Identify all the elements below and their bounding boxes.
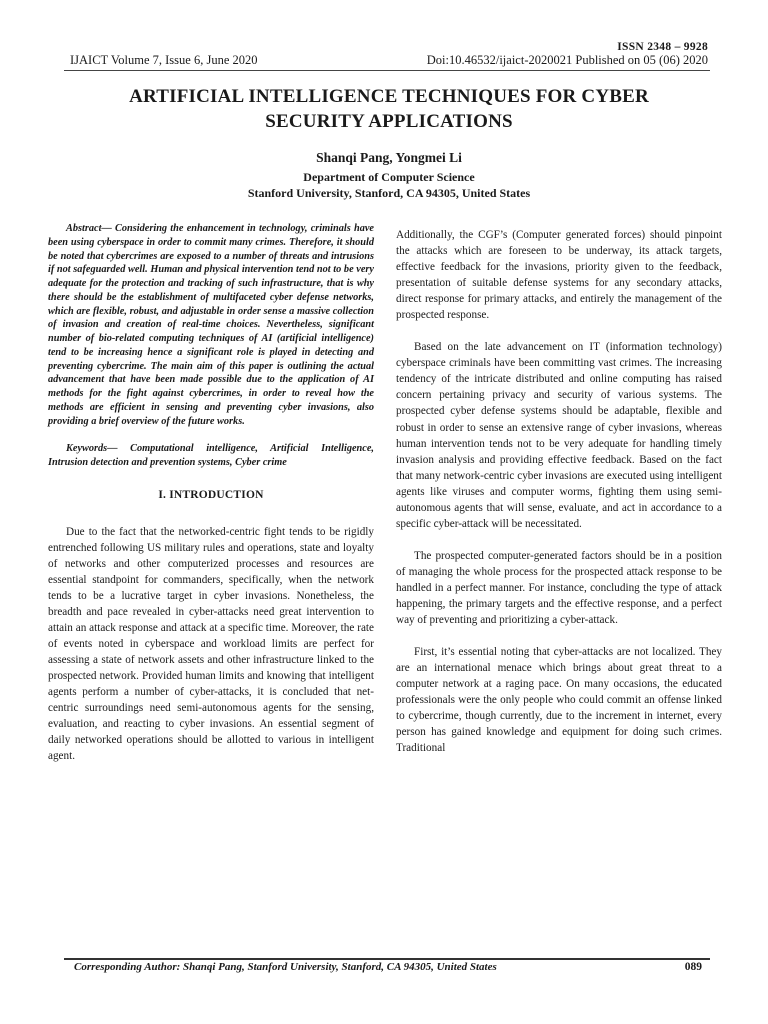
body-paragraph-computer-generated-factors: The prospected computer-generated factors should be in a position of managing the whole process for the prospected attack response to be handled in a perfect manner. For instance, concluding the type of attack happening, the primary targets and the effective response, and a perfect way of preventing and prioritizing a cyber-attack. [396, 549, 722, 627]
page-number: 089 [684, 961, 702, 973]
abstract [48, 222, 374, 428]
corresponding-author: Corresponding Author: Shanqi Pang, Stanford University, Stanford, CA 94305, United States [74, 961, 497, 973]
keywords [48, 442, 374, 470]
left-column [48, 222, 374, 765]
doi-info: Doi:10.46532/ijaict-2020021 Published on 05 (06) 2020 [426, 53, 708, 67]
paper-title [70, 84, 708, 134]
abstract-label: Abstract— [66, 223, 112, 234]
title-line-1: ARTIFICIAL INTELLIGENCE TECHNIQUES FOR CYBER [129, 86, 649, 107]
body-paragraph-it-advancement: Based on the late advancement on IT (information technology) cyberspace criminals have been committing vast crimes. The increasing tendency of the intricate distributed and online computing has raised concern pertaining privacy and security of various systems. The prospected cyber defense systems should be adaptable, flexible and robust in order to sense an extensive range of cyber invasions, whereas human intervention tends not to be very adequate for handling timely invasion analysis and providing effective feedback. Based on the fact that many network-centric cyber invasions are executed using intelligent agents like viruses and computer worms, fighting them using semi-autonomous agents that will sense, evaluate, and act in accordance to a specific cyber-attack will be necessitated. [396, 341, 722, 530]
header-divider [64, 70, 710, 71]
journal-info: IJAICT Volume 7, Issue 6, June 2020 [70, 53, 258, 67]
keywords-text: Computational intelligence, Artificial Intelligence, Intrusion detection and prevention systems, Cyber crime [48, 443, 374, 468]
footer-divider [64, 958, 710, 960]
section-heading-introduction: I. INTRODUCTION [158, 488, 264, 501]
keywords-label: Keywords— [66, 443, 118, 455]
author-department: Department of Computer Science [303, 170, 475, 184]
right-column [396, 227, 722, 756]
body-paragraph-cyber-attacks-localized: First, it’s essential noting that cyber-attacks are not localized. They are an international menace which brings about great threat to a computer network at a raging pace. On many occasions, the educated professionals were the only people who could commit an offense linked to cybercrime, though currently, due to the increment in internet, every person has gained knowledge and equipment for doing such crimes. Traditional [396, 646, 722, 755]
issn-label: ISSN 2348 – 9928 [617, 41, 708, 53]
title-line-2: SECURITY APPLICATIONS [265, 111, 513, 132]
body-paragraph-cgf: Additionally, the CGF’s (Computer generated forces) should pinpoint the attacks which are foreseen to be underway, its attack targets, effective feedback for the invasions, priority given to the feedback, presentation of suitable defense systems for any secondary attacks, direct response for primary attacks, and entirely the management of the prospected response. [396, 229, 722, 322]
author-names: Shanqi Pang, Yongmei Li [316, 150, 462, 165]
abstract-text: Considering the enhancement in technology, criminals have been using cyberspace in order to commit many crimes. Therefore, it should be noted that cybercrimes are exposed to a number of threats and intrusions if not safeguarded well. Human and physical intervention tend not to be very adequate for the protection and tracking of such infrastructure, that is why there should be the establishment of multifaceted cyber defense networks, which are flexible, robust, and adjustable in order sense a massive collection of invasion and creation of real-time choices. Nevertheless, significant number of bio-related computing techniques of AI (artificial intelligence) tend to be increasing hence a significant role is played in detecting and preventing cybercrime. The main aim of this paper is outlining the actual advancement that have been made possible due to the application of AI methods for the fight against cybercrimes, in order to reveal how the methods are efficient in sensing and preventing cyber invasions, also providing a brief overview of the future works. [48, 223, 374, 427]
intro-paragraph-1: Due to the fact that the networked-centric fight tends to be rigidly entrenched following US military rules and operations, state and loyalty of networks and other computerized processes and resources are essential standpoint for commanders, specifically, when the network tends to be a lucrative target in cyber invasions. Nonetheless, the breadth and pace revealed in cyber-attacks need great intervention to attain an attack response and attack at a specific time. Moreover, the rate of events noted in cyberspace and workload limits are perfect for assessing a state of network assets and other infrastructure linked to the prospected network. Provided human limits and knowing that intelligent agents perform a number of cyber-attacks, it is concluded that net-centric surroundings need semi-autonomous agents for the sensing, evaluation, and reacting to cyber invasions. An essential segment of daily networked operations should be allotted to various in intelligent agent. [48, 525, 374, 763]
author-affiliation: Stanford University, Stanford, CA 94305, United States [247, 186, 531, 200]
